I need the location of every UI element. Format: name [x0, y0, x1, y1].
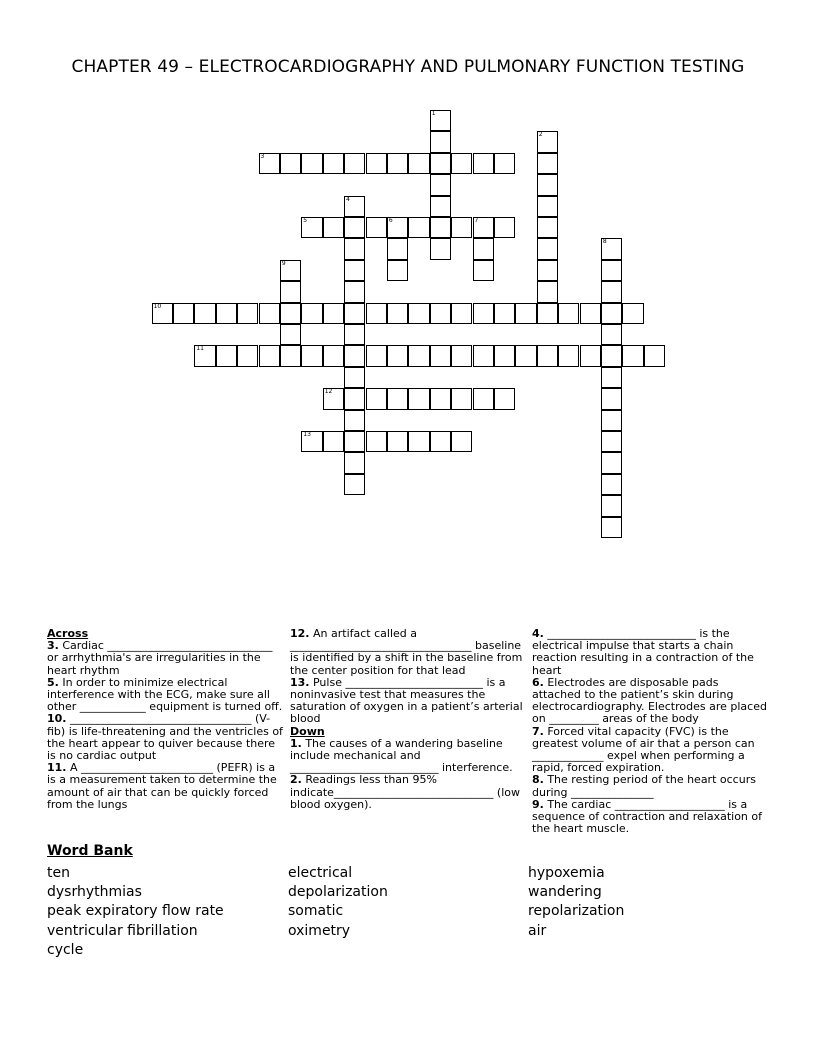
crossword-cell[interactable]	[601, 238, 622, 259]
crossword-cell[interactable]	[601, 517, 622, 538]
word-bank-item: depolarization	[288, 884, 388, 901]
word-bank-item: air	[528, 922, 547, 939]
clue-number: 8.	[532, 773, 544, 787]
clue-list-1	[47, 640, 283, 811]
clue-number: 13	[303, 431, 311, 438]
crossword-cell[interactable]	[237, 345, 258, 366]
crossword-cell[interactable]	[344, 260, 365, 281]
word-bank-item: ventricular fibrillation	[47, 922, 198, 939]
crossword-cell[interactable]	[408, 217, 429, 238]
crossword-cell[interactable]	[494, 153, 515, 174]
crossword-cell[interactable]	[387, 303, 408, 324]
clue	[532, 628, 768, 677]
word-bank-title: Word Bank	[47, 843, 133, 859]
crossword-cell[interactable]	[366, 153, 387, 174]
crossword-cell[interactable]	[430, 153, 451, 174]
crossword-cell[interactable]	[473, 217, 494, 238]
crossword-cell[interactable]	[366, 345, 387, 366]
crossword-cell[interactable]	[537, 260, 558, 281]
crossword-cell[interactable]	[387, 260, 408, 281]
word-bank-item: hypoxemia	[528, 865, 605, 881]
crossword-cell[interactable]	[344, 196, 365, 217]
crossword-cell[interactable]	[473, 388, 494, 409]
word-bank-item: oximetry	[288, 922, 351, 939]
crossword-cell[interactable]	[344, 303, 365, 324]
crossword-cell[interactable]	[408, 303, 429, 324]
crossword-cell[interactable]	[366, 431, 387, 452]
clue	[290, 738, 526, 775]
crossword-cell[interactable]	[344, 431, 365, 452]
clue	[532, 677, 768, 726]
crossword-cell[interactable]	[580, 345, 601, 366]
word-bank-item: ten	[47, 865, 70, 881]
word-bank-item: repolarization	[528, 903, 625, 920]
clue-number: 10	[153, 302, 162, 310]
clue-text: The cardiac ____________________ is a sequence of contraction and relaxation of the heart muscle.	[532, 797, 763, 836]
page-title: CHAPTER 49 – ELECTROCARDIOGRAPHY AND PULMONARY FUNCTION TESTING	[71, 57, 745, 77]
clue	[290, 628, 526, 677]
crossword-cell[interactable]	[323, 153, 344, 174]
crossword-cell[interactable]	[387, 345, 408, 366]
clue-number: 12.	[290, 627, 310, 640]
crossword-cell[interactable]	[537, 238, 558, 259]
crossword-cell[interactable]	[451, 345, 472, 366]
crossword-cell[interactable]	[237, 303, 258, 324]
crossword-cell[interactable]	[387, 388, 408, 409]
clue-number: 5.	[47, 675, 59, 689]
crossword-cell[interactable]	[494, 388, 515, 409]
crossword-cell[interactable]	[430, 238, 451, 259]
clue	[532, 726, 768, 775]
clue-text: _________________________________ (V-fib) is life-threatening and the ventricles of the heart appear to quiver because there is no cardiac output	[47, 712, 283, 763]
crossword-cell[interactable]	[494, 345, 515, 366]
clue-number: 4	[346, 195, 350, 203]
crossword-cell[interactable]	[622, 303, 643, 324]
crossword-cell[interactable]	[344, 367, 365, 388]
crossword-cell[interactable]	[451, 217, 472, 238]
clue-number: 1.	[290, 736, 302, 750]
crossword-cell[interactable]	[173, 303, 194, 324]
crossword-cell[interactable]	[408, 153, 429, 174]
word-bank-item: dysrhythmias	[47, 884, 142, 901]
crossword-cell[interactable]	[344, 217, 365, 238]
crossword-cell[interactable]	[580, 303, 601, 324]
clue-number: 7.	[532, 724, 544, 738]
crossword-cell[interactable]	[301, 153, 322, 174]
across-heading: Across	[47, 627, 89, 640]
clue	[47, 677, 283, 714]
word-bank-item: cycle	[47, 941, 84, 958]
crossword-cell[interactable]	[430, 388, 451, 409]
clue-number: 8	[602, 238, 607, 246]
crossword-cell[interactable]	[601, 495, 622, 516]
clue-text: ___________________________ is the electrical impulse that starts a chain reaction resulting in a contraction of the heart	[532, 627, 754, 677]
crossword-cell[interactable]	[430, 345, 451, 366]
crossword-cell[interactable]	[537, 153, 558, 174]
crossword-cell[interactable]	[259, 153, 280, 174]
crossword-cell[interactable]	[537, 196, 558, 217]
crossword-cell[interactable]	[344, 324, 365, 345]
crossword-cell[interactable]	[473, 238, 494, 259]
crossword-cell[interactable]	[280, 303, 301, 324]
crossword-cell[interactable]	[644, 345, 665, 366]
crossword-cell[interactable]	[601, 410, 622, 431]
clue-number: 9	[281, 259, 286, 267]
crossword-cell[interactable]	[601, 260, 622, 281]
word-bank-column-3	[528, 864, 768, 941]
crossword-cell[interactable]	[216, 345, 237, 366]
clue-text: Cardiac ______________________________ or arrhythmia's are irregularities in the heart rhythm	[47, 639, 273, 677]
crossword-cell[interactable]	[301, 345, 322, 366]
clue-number: 9.	[532, 797, 544, 811]
clue-text: The causes of a wandering baseline include mechanical and ___________________________ interference.	[290, 736, 513, 775]
clue	[47, 762, 283, 811]
clue-number: 13.	[290, 675, 310, 689]
crossword-cell[interactable]	[601, 431, 622, 452]
clue-number: 4.	[532, 627, 544, 640]
crossword-cell[interactable]	[387, 238, 408, 259]
crossword-cell[interactable]	[558, 345, 579, 366]
crossword-cell[interactable]	[601, 474, 622, 495]
crossword-cell[interactable]	[194, 303, 215, 324]
crossword-cell[interactable]	[216, 303, 237, 324]
clue-text: An artifact called a _________________________________ baseline is identified by a shift in the baseline from the center position for that lead	[290, 627, 523, 677]
clue-number: 3	[260, 152, 265, 160]
crossword-cell[interactable]	[259, 345, 280, 366]
crossword-cell[interactable]	[494, 217, 515, 238]
crossword-cell[interactable]	[601, 281, 622, 302]
crossword-cell[interactable]	[601, 388, 622, 409]
crossword-cell[interactable]	[301, 431, 322, 452]
crossword-cell[interactable]	[280, 345, 301, 366]
clue-number: 3.	[47, 639, 59, 653]
clue-list-3	[532, 628, 768, 835]
clues-column-3	[532, 628, 768, 835]
crossword-cell[interactable]	[366, 217, 387, 238]
crossword-cell[interactable]	[323, 431, 344, 452]
crossword-cell[interactable]	[408, 431, 429, 452]
clues-column-1	[47, 628, 283, 811]
crossword-cell[interactable]	[537, 281, 558, 302]
clue	[290, 677, 526, 726]
clue-text: The resting period of the heart occurs during _______________	[532, 773, 756, 799]
crossword-cell[interactable]	[323, 217, 344, 238]
crossword-cell[interactable]	[430, 110, 451, 131]
crossword-cell[interactable]	[344, 281, 365, 302]
clue-number: 2.	[290, 773, 302, 787]
crossword-cell[interactable]	[344, 388, 365, 409]
crossword-cell[interactable]	[451, 431, 472, 452]
crossword-cell[interactable]	[473, 345, 494, 366]
clue-text: Forced vital capacity (FVC) is the greatest volume of air that a person can _____________ expel when performing a rapid, forced expiration.	[532, 724, 755, 775]
crossword-cell[interactable]	[451, 303, 472, 324]
crossword-cell[interactable]	[323, 303, 344, 324]
crossword-cell[interactable]	[408, 345, 429, 366]
word-bank-item: electrical	[288, 865, 353, 881]
crossword-cell[interactable]	[344, 238, 365, 259]
clue-text: Electrodes are disposable pads attached to the patient’s skin during electrocardiography. Electrodes are placed on _________ areas of the body	[532, 675, 767, 726]
crossword-cell[interactable]	[558, 303, 579, 324]
crossword-cell[interactable]	[473, 260, 494, 281]
crossword-cell[interactable]	[366, 388, 387, 409]
crossword-cell[interactable]	[473, 303, 494, 324]
crossword-cell[interactable]	[301, 303, 322, 324]
crossword-cell[interactable]	[537, 131, 558, 152]
crossword-cell[interactable]	[601, 303, 622, 324]
clue-number: 11.	[47, 761, 67, 775]
crossword-grid	[0, 0, 816, 520]
clue-list-2-down	[290, 738, 526, 811]
crossword-cell[interactable]	[537, 345, 558, 366]
crossword-cell[interactable]	[387, 431, 408, 452]
crossword-cell[interactable]	[344, 410, 365, 431]
crossword-cell[interactable]	[601, 324, 622, 345]
crossword-cell[interactable]	[344, 345, 365, 366]
crossword-cell[interactable]	[473, 153, 494, 174]
crossword-cell[interactable]	[280, 153, 301, 174]
crossword-cell[interactable]	[537, 217, 558, 238]
clue-text: Readings less than 95% indicate_____________________________ (low blood oxygen).	[290, 773, 521, 811]
clue-number: 5	[303, 217, 308, 224]
down-heading: Down	[290, 724, 325, 738]
word-bank-item: somatic	[288, 903, 344, 920]
clue-text: A ________________________ (PEFR) is a is a measurement taken to determine the amount of air that can be quickly forced from the lungs	[47, 761, 277, 811]
clue-number: 1	[431, 110, 436, 117]
clue-number: 12	[324, 388, 333, 396]
crossword-cell[interactable]	[494, 303, 515, 324]
crossword-cell[interactable]	[601, 367, 622, 388]
crossword-cell[interactable]	[344, 474, 365, 495]
crossword-cell[interactable]	[280, 260, 301, 281]
crossword-cell[interactable]	[601, 452, 622, 473]
crossword-cell[interactable]	[194, 345, 215, 366]
clue-text: In order to minimize electrical interference with the ECG, make sure all other ____________ equipment is turned off.	[47, 675, 283, 714]
crossword-cell[interactable]	[451, 388, 472, 409]
crossword-cell[interactable]	[323, 345, 344, 366]
clue	[47, 713, 283, 762]
crossword-cell[interactable]	[344, 153, 365, 174]
clue-number: 11	[196, 345, 204, 353]
clue-number: 2	[538, 131, 543, 139]
clue	[532, 774, 768, 798]
crossword-cell[interactable]	[280, 324, 301, 345]
crossword-cell[interactable]	[280, 281, 301, 302]
crossword-cell[interactable]	[622, 345, 643, 366]
clue-list-2	[290, 628, 526, 726]
crossword-cell[interactable]	[344, 452, 365, 473]
crossword-cell[interactable]	[387, 153, 408, 174]
crossword-cell[interactable]	[430, 174, 451, 195]
clue	[47, 640, 283, 677]
word-bank-column-2	[288, 864, 528, 941]
crossword-cell[interactable]	[430, 196, 451, 217]
crossword-cell[interactable]	[430, 431, 451, 452]
crossword-cell[interactable]	[601, 345, 622, 366]
crossword-cell[interactable]	[537, 174, 558, 195]
word-bank-item: peak expiratory flow rate	[47, 903, 224, 920]
clue	[290, 774, 526, 811]
clues-column-2	[290, 628, 526, 811]
crossword-cell[interactable]	[430, 303, 451, 324]
clue-number: 7	[474, 217, 479, 224]
crossword-cell[interactable]	[366, 303, 387, 324]
crossword-cell[interactable]	[430, 131, 451, 152]
crossword-cell[interactable]	[537, 303, 558, 324]
word-bank-item: wandering	[528, 884, 602, 901]
crossword-cell[interactable]	[323, 388, 344, 409]
clue	[532, 799, 768, 836]
crossword-cell[interactable]	[152, 303, 173, 324]
crossword-cell[interactable]	[408, 388, 429, 409]
word-bank-column-1	[47, 864, 287, 960]
crossword-cell[interactable]	[387, 217, 408, 238]
crossword-cell[interactable]	[301, 217, 322, 238]
clue-number: 10.	[47, 712, 67, 726]
clue-text: Pulse _________________________ is a noninvasive test that measures the saturation of oxygen in a patient’s arterial blood	[290, 675, 523, 726]
crossword-cell[interactable]	[451, 153, 472, 174]
crossword-cell[interactable]	[515, 345, 536, 366]
crossword-cell[interactable]	[430, 217, 451, 238]
crossword-cell[interactable]	[259, 303, 280, 324]
clue-number: 6	[388, 217, 393, 224]
crossword-cell[interactable]	[515, 303, 536, 324]
clue-number: 6.	[532, 675, 544, 689]
